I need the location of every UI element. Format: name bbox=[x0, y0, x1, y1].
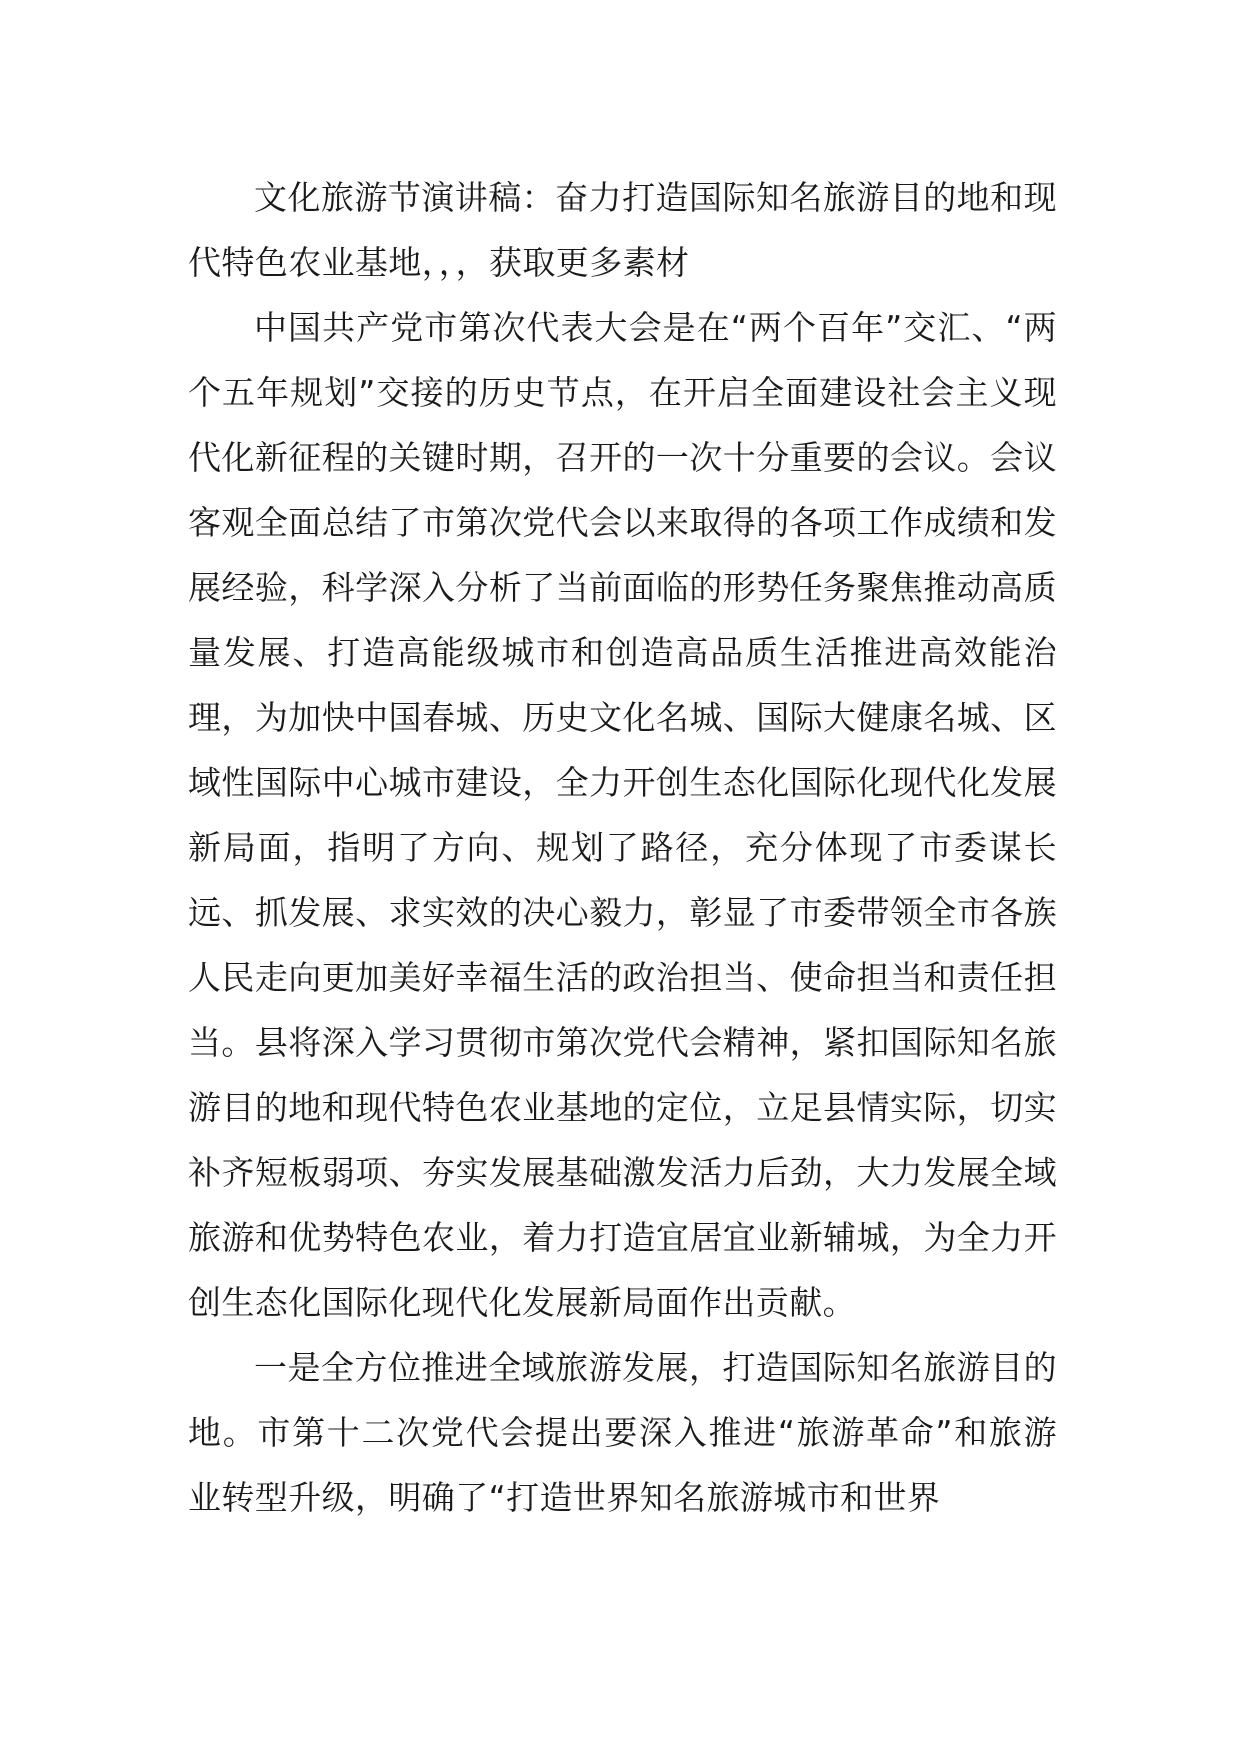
body-paragraph: 一是全方位推进全域旅游发展，打造国际知名旅游目的地。市第十二次党代会提出要深入推进“旅游革命”和旅游业转型升级，明确了“打造世界知名旅游城市和世界 bbox=[188, 1348, 1057, 1517]
document-title-paragraph: 文化旅游节演讲稿：奋力打造国际知名旅游目的地和现代特色农业基地，，，获取更多素材 bbox=[188, 178, 1057, 282]
body-paragraph: 中国共产党市第次代表大会是在“两个百年”交汇、“两个五年规划”交接的历史节点，在开启全面建设社会主义现代化新征程的关键时期，召开的一次十分重要的会议。会议客观全面总结了市第次党代会以来取得的各项工作成绩和发展经验，科学深入分析了当前面临的形势任务聚焦推动高质量发展、打造高能级城市和创造高品质生活推进高效能治理，为加快中国春城、历史文化名城、国际大健康名城、区域性国际中心城市建设，全力开创生态化国际化现代化发展新局面，指明了方向、规划了路径，充分体现了市委谋长远、抓发展、求实效的决心毅力，彰显了市委带领全市各族人民走向更加美好幸福生活的政治担当、使命担当和责任担当。县将深入学习贯彻市第次党代会精神，紧扣国际知名旅游目的地和现代特色农业基地的定位，立足县情实际，切实补齐短板弱项、夯实发展基础激发活力后劲，大力发展全域旅游和优势特色农业，着力打造宜居宜业新辅城，为全力开创生态化国际化现代化发展新局面作出贡献。 bbox=[188, 308, 1057, 1322]
